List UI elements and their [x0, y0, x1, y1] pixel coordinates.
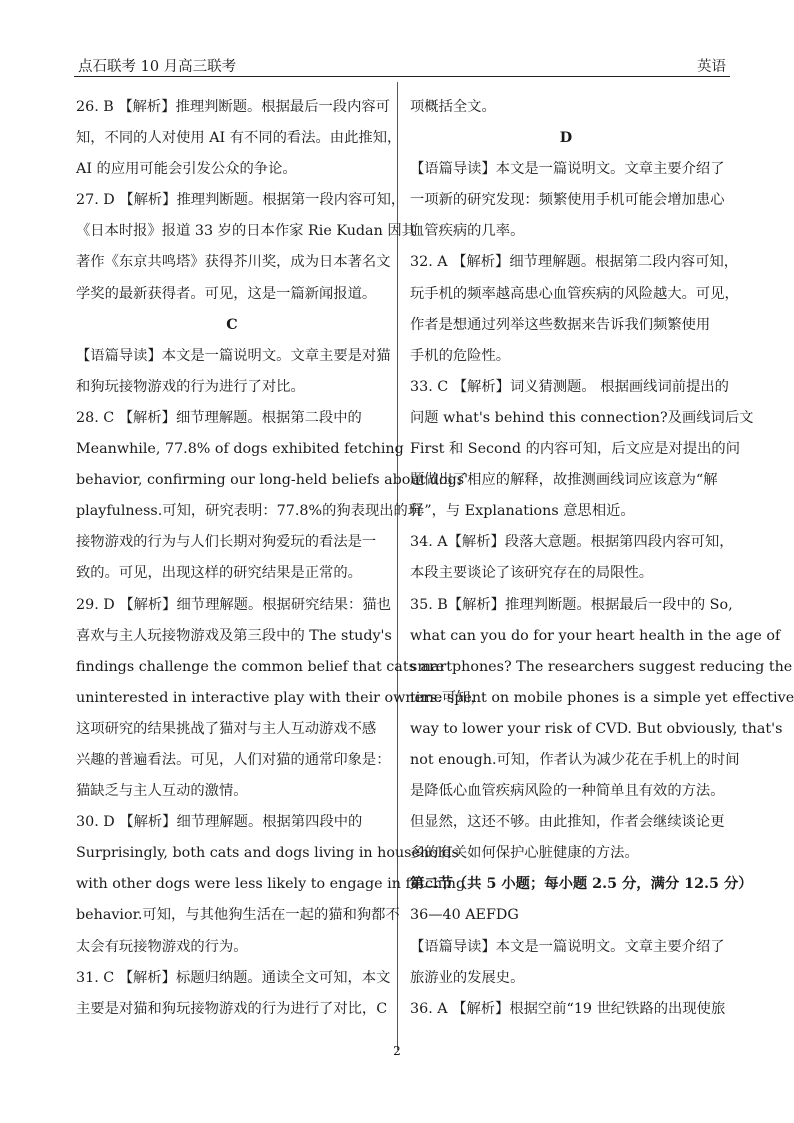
text-line: 是降低心血管疾病风险的一种简单且有效的方法。: [410, 783, 725, 800]
text-line: 接物游戏的行为与人们长期对狗爱玩的看法是一: [76, 534, 377, 551]
text-line: 著作《东京共鸣塔》获得芥川奖，成为日本著名文: [76, 254, 391, 271]
text-line: 26. B 【解析】推理判断题。根据最后一段内容可: [76, 99, 390, 115]
text-line: 34. A【解析】段落大意题。根据第四段内容可知，: [410, 534, 734, 551]
text-line: 作者是想通过列举这些数据来告诉我们频繁使用: [410, 316, 711, 333]
section-heading-d: D: [559, 130, 573, 147]
text-line: 32. A 【解析】细节理解题。根据第二段内容可知，: [410, 254, 739, 271]
text-line: playfulness.可知，研究表明：77.8%的狗表现出的玩: [76, 503, 423, 520]
text-line: 30. D 【解析】细节理解题。根据第四段中的: [76, 814, 363, 831]
exam-title: 点石联考 10 月高三联考: [78, 59, 237, 75]
text-line: 本段主要谈论了该研究存在的局限性。: [410, 565, 654, 582]
text-line: 主要是对猫和狗玩接物游戏的行为进行了对比，C: [76, 1000, 388, 1017]
text-line: not enough.可知，作者认为减少花在手机上的时间: [410, 751, 740, 768]
text-line: 【语篇导读】本文是一篇说明文。文章主要介绍了: [410, 938, 725, 955]
text-line: 学奖的最新获得者。可见，这是一篇新闻报道。: [76, 285, 377, 302]
text-line: findings challenge the common belief that cats are: [76, 658, 445, 675]
text-line: 28. C 【解析】细节理解题。根据第二段中的: [76, 409, 362, 426]
subject-label: 英语: [697, 59, 726, 75]
text-line: First 和 Second 的内容可知，后文应是对提出的问: [410, 441, 741, 458]
page-header: [74, 54, 730, 77]
text-line: behavior.可知，与其他狗生活在一起的猫和狗都不: [76, 907, 400, 924]
text-line: 《日本时报》报道 33 岁的日本作家 Rie Kudan 因其: [76, 223, 416, 240]
text-line: 太会有玩接物游戏的行为。: [76, 938, 248, 955]
text-line: 27. D 【解析】推理判断题。根据第一段内容可知，: [76, 192, 406, 209]
text-line: 【语篇导读】本文是一篇说明文。文章主要是对猫: [76, 347, 391, 364]
text-line: uninterested in interactive play with their owners.可知，: [76, 689, 485, 706]
text-line: 问题 what's behind this connection?及画线词后文: [410, 409, 754, 426]
text-line: 释”，与 Explanations 意思相近。: [410, 503, 635, 520]
text-line: Surprisingly, both cats and dogs living in households: [76, 845, 459, 862]
text-line: 29. D 【解析】细节理解题。根据研究结果：猫也: [76, 596, 391, 613]
text-line: 和狗玩接物游戏的行为进行了对比。: [76, 378, 305, 395]
text-line: 旅游业的发展史。: [410, 969, 525, 986]
text-line: way to lower your risk of CVD. But obviously, that's: [410, 720, 783, 737]
section-heading-c: C: [226, 316, 238, 333]
text-line: 多的有关如何保护心脏健康的方法。: [410, 845, 639, 862]
text-line: Meanwhile, 77.8% of dogs exhibited fetching: [76, 441, 404, 458]
text-line: 致的。可见，出现这样的研究结果是正常的。: [76, 565, 362, 582]
text-line: 题做出了相应的解释，故推测画线词应该意为“解: [410, 472, 718, 489]
text-line: 项概括全文。: [410, 99, 496, 115]
page-number: 2: [393, 1044, 401, 1058]
text-line: 玩手机的频率越高患心血管疾病的风险越大。可见，: [410, 285, 739, 302]
text-line: with other dogs were less likely to engage in fetching: [76, 876, 466, 893]
text-line: AI 的应用可能会引发公众的争论。: [76, 161, 297, 178]
text-line: 血管疾病的几率。: [410, 223, 525, 240]
text-line: 知，不同的人对使用 AI 有不同的看法。由此推知，: [76, 130, 402, 147]
text-line: 手机的危险性。: [410, 347, 511, 364]
text-line: what can you do for your heart health in the age of: [410, 627, 781, 644]
text-line: 35. B【解析】推理判断题。根据最后一段中的 So,: [410, 596, 733, 613]
text-line: 这项研究的结果挑战了猫对与主人互动游戏不感: [76, 720, 377, 737]
text-line: behavior, confirming our long-held beliefs about dogs': [76, 472, 469, 489]
text-line: 【语篇导读】本文是一篇说明文。文章主要介绍了: [410, 161, 725, 178]
text-line: smartphones? The researchers suggest reducing the: [410, 658, 793, 675]
text-line: 但显然，这还不够。由此推知，作者会继续谈论更: [410, 814, 725, 831]
text-line: 36. A 【解析】根据空前“19 世纪铁路的出现使旅: [410, 1000, 726, 1017]
text-line: 喜欢与主人玩接物游戏及第三段中的 The study's: [76, 627, 392, 644]
text-line: 兴趣的普遍看法。可见，人们对猫的通常印象是：: [76, 751, 391, 768]
answer-key-line: 36—40 AEFDG: [410, 907, 519, 924]
text-line: 猫缺乏与主人互动的激情。: [76, 783, 248, 800]
text-line: 33. C 【解析】词义猜测题。 根据画线词前提出的: [410, 378, 729, 395]
text-line: 一项新的研究发现：频繁使用手机可能会增加患心: [410, 192, 725, 209]
text-line: 31. C 【解析】标题归纳题。通读全文可知，本文: [76, 969, 391, 986]
section-two-heading: 第二节（共 5 小题；每小题 2.5 分，满分 12.5 分）: [410, 876, 753, 893]
text-line: time spent on mobile phones is a simple yet effective: [410, 689, 794, 706]
right-column: [410, 92, 794, 1025]
